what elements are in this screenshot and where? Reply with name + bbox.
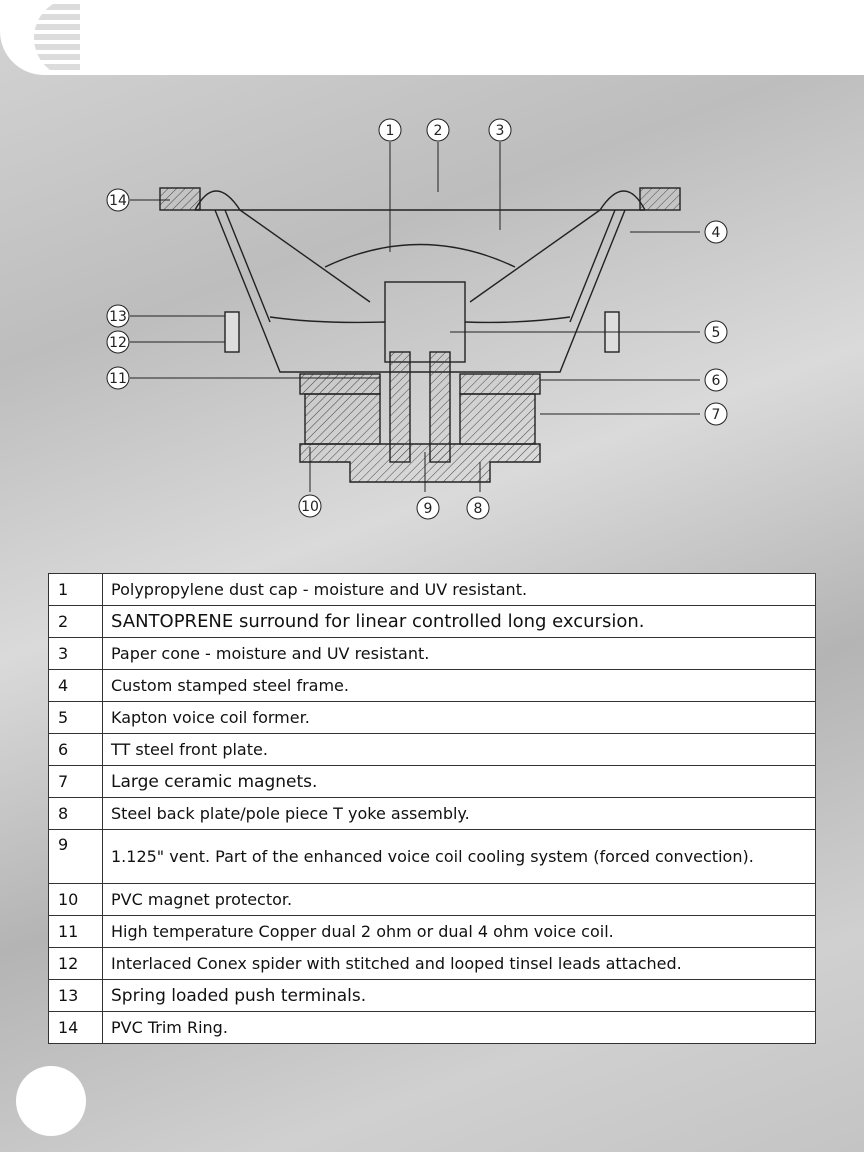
part-number: 7: [49, 766, 103, 798]
page-number-badge: [16, 1066, 86, 1136]
callout-9: 9: [423, 501, 433, 517]
part-description: Kapton voice coil former.: [103, 702, 816, 734]
part-number: 2: [49, 606, 103, 638]
page-header-band: [0, 0, 864, 75]
callout-1: 1: [385, 123, 395, 139]
part-number: 11: [49, 916, 103, 948]
part-description: Large ceramic magnets.: [103, 766, 816, 798]
part-number: 1: [49, 574, 103, 606]
corner-stripes-logo: [0, 0, 80, 75]
callout-4: 4: [711, 225, 721, 241]
table-row: [49, 766, 816, 798]
table-row: [49, 916, 816, 948]
part-description: TT steel front plate.: [103, 734, 816, 766]
part-description: Polypropylene dust cap - moisture and UV resistant.: [103, 574, 816, 606]
table-row: [49, 670, 816, 702]
callout-13: 13: [109, 309, 127, 325]
part-number: 10: [49, 884, 103, 916]
callout-12: 12: [109, 335, 127, 351]
trim-ring-left: [160, 188, 200, 210]
table-row: [49, 638, 816, 670]
callout-2: 2: [433, 123, 443, 139]
table-row: [49, 574, 816, 606]
table-row: [49, 948, 816, 980]
part-number: 5: [49, 702, 103, 734]
callout-8: 8: [473, 501, 483, 517]
part-description: Spring loaded push terminals.: [103, 980, 816, 1012]
trim-ring-right: [640, 188, 680, 210]
part-number: 14: [49, 1012, 103, 1044]
table-row: [49, 1012, 816, 1044]
callout-3: 3: [495, 123, 505, 139]
callout-6: 6: [711, 373, 721, 389]
table-row: [49, 798, 816, 830]
part-description: High temperature Copper dual 2 ohm or dual 4 ohm voice coil.: [103, 916, 816, 948]
table-row: [49, 830, 816, 884]
part-number: 8: [49, 798, 103, 830]
part-description: 1.125" vent. Part of the enhanced voice coil cooling system (forced convection).: [103, 830, 816, 884]
speaker-cross-section-diagram: [100, 112, 740, 532]
part-description: Paper cone - moisture and UV resistant.: [103, 638, 816, 670]
callout-10: 10: [301, 499, 319, 515]
parts-table: [48, 573, 816, 1044]
part-description: Custom stamped steel frame.: [103, 670, 816, 702]
part-number: 13: [49, 980, 103, 1012]
table-row: [49, 606, 816, 638]
part-number: 3: [49, 638, 103, 670]
part-description: SANTOPRENE surround for linear controlled long excursion.: [103, 606, 816, 638]
part-number: 12: [49, 948, 103, 980]
part-description: Steel back plate/pole piece T yoke assembly.: [103, 798, 816, 830]
part-description: Interlaced Conex spider with stitched and looped tinsel leads attached.: [103, 948, 816, 980]
table-row: [49, 980, 816, 1012]
part-number: 9: [49, 830, 103, 884]
callout-5: 5: [711, 325, 721, 341]
part-description: PVC magnet protector.: [103, 884, 816, 916]
table-row: [49, 734, 816, 766]
callout-14: 14: [109, 193, 127, 209]
part-description: PVC Trim Ring.: [103, 1012, 816, 1044]
table-row: [49, 884, 816, 916]
callout-7: 7: [711, 407, 721, 423]
part-number: 6: [49, 734, 103, 766]
callout-11: 11: [109, 371, 127, 387]
part-number: 4: [49, 670, 103, 702]
table-row: [49, 702, 816, 734]
